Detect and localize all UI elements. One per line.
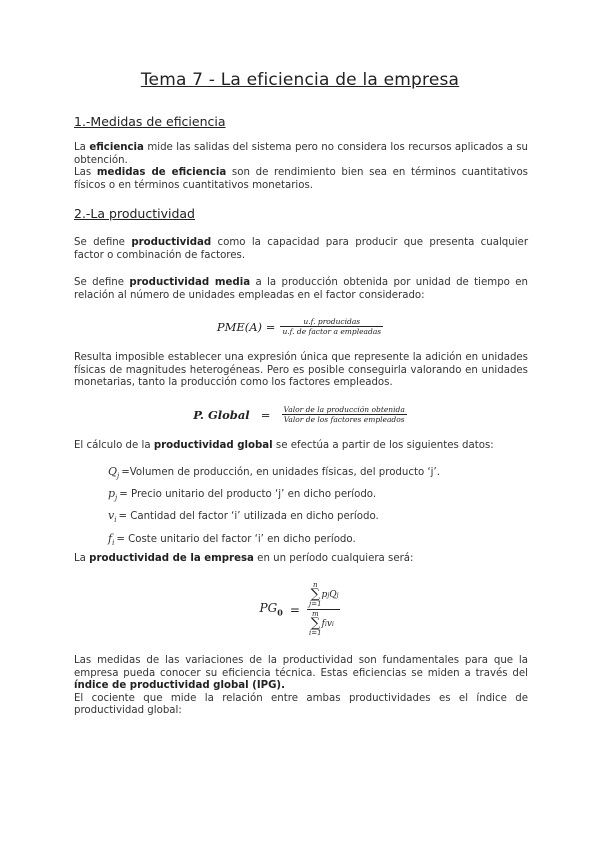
text: como la capacidad para producir que presenta cualquier factor o combinación de factores. (74, 237, 529, 261)
formula-lhs: PME(A) = (216, 320, 276, 334)
variable-description: =Volumen de producción, en unidades físicas, del producto ‘j’. (121, 467, 440, 478)
bold-term: productividad (131, 237, 212, 248)
bold-term: productividad global (153, 440, 273, 451)
sum-symbol: n ∑ j=1 (309, 581, 322, 608)
variable-symbol: $Q_j$ (108, 465, 120, 481)
text: El cálculo de la (74, 440, 154, 451)
denominator: Valor de los factores empleados (283, 415, 405, 424)
text: La (74, 142, 90, 153)
denominator: u.f. de factor a empleadas (282, 327, 382, 336)
numerator: Valor de la producción obtenida (283, 405, 405, 414)
variable-description: = Precio unitario del producto ‘j’ en dicho período. (119, 489, 377, 501)
variable-symbol: $f_i$ (108, 531, 115, 547)
bold-term: índice de productividad global (IPG). (74, 680, 285, 692)
equals-sign: = (289, 602, 300, 617)
text: en un período cualquiera será: (253, 553, 414, 564)
section-heading-2: 2.-La productividad (74, 206, 195, 221)
formula-pg0 (0, 582, 600, 637)
variable-description: = Cantidad del factor ‘i’ utilizada en dicho período. (118, 511, 379, 523)
text: Las (74, 167, 97, 179)
text: son de rendimiento bien sea en términos cuantitativos físicos o en términos cuantitativos monetarios. (74, 167, 528, 191)
text: mide las salidas del sistema pero no considera los recursos aplicados a su obtención. (74, 142, 528, 166)
formula-fraction (280, 317, 383, 336)
formula-lhs: $PG_0$ (259, 601, 283, 618)
bold-term: medidas de eficiencia (96, 167, 227, 179)
text: Las medidas de las variaciones de la productividad son fundamentales para que la empresa pueda conocer su eficiencia técnica. Estas eficiencias se miden a través del (74, 655, 528, 679)
variable-symbol: $p_j$ (108, 487, 118, 503)
paragraph-productividad-media (74, 277, 528, 302)
paragraph-variaciones (74, 655, 528, 718)
page-title: Tema 7 - La eficiencia de la empresa (140, 70, 460, 90)
sum-symbol: m ∑ i=1 (309, 610, 322, 637)
equals-sign: = (260, 408, 271, 422)
denominator: m ∑ i=1 f i v i (309, 610, 334, 637)
text: El cociente que mide la relación entre ambas productividades es el índice de productividad global: (74, 692, 528, 717)
text: se efectúa a partir de los siguientes datos: (272, 440, 494, 451)
text: Se define (74, 277, 130, 288)
variable-row (108, 463, 440, 485)
paragraph-productividad-empresa (74, 553, 528, 566)
formula-fraction (282, 405, 407, 424)
bold-term: productividad media (129, 277, 251, 288)
formula-pglobal (0, 404, 600, 424)
variable-symbol: $v_i$ (108, 509, 117, 525)
bold-term: productividad de la empresa (89, 553, 254, 564)
variable-row (108, 530, 440, 552)
numerator: u.f. producidas (280, 317, 383, 327)
text: a la producción obtenida por unidad de tiempo en relación al número de unidades empleadas en el factor considerado: (74, 277, 528, 301)
numerator: n ∑ j=1 p j Q j (309, 581, 339, 608)
variable-row (108, 507, 440, 529)
text: Se define (74, 237, 132, 248)
text: La (74, 553, 90, 564)
formula-fraction (307, 582, 340, 637)
formula-lhs: P. Global (193, 408, 250, 422)
variable-description: = Coste unitario del factor ‘i’ en dicho período. (116, 533, 356, 545)
paragraph-calculo (74, 440, 528, 453)
variables-list (108, 463, 440, 552)
formula-pme (0, 316, 600, 336)
paragraph-eficiencia (74, 142, 528, 192)
variable-row (108, 485, 440, 507)
bold-term: eficiencia (89, 142, 144, 153)
paragraph-productividad (74, 237, 528, 262)
paragraph-adicion: Resulta imposible establecer una expresión única que represente la adición en unidades físicas de magnitudes heterogéneas. Pero es posible conseguirla valorando en unidades monetarias, tanto la producción como los factores empleados. (74, 352, 528, 389)
section-heading-1: 1.-Medidas de eficiencia (74, 114, 226, 129)
